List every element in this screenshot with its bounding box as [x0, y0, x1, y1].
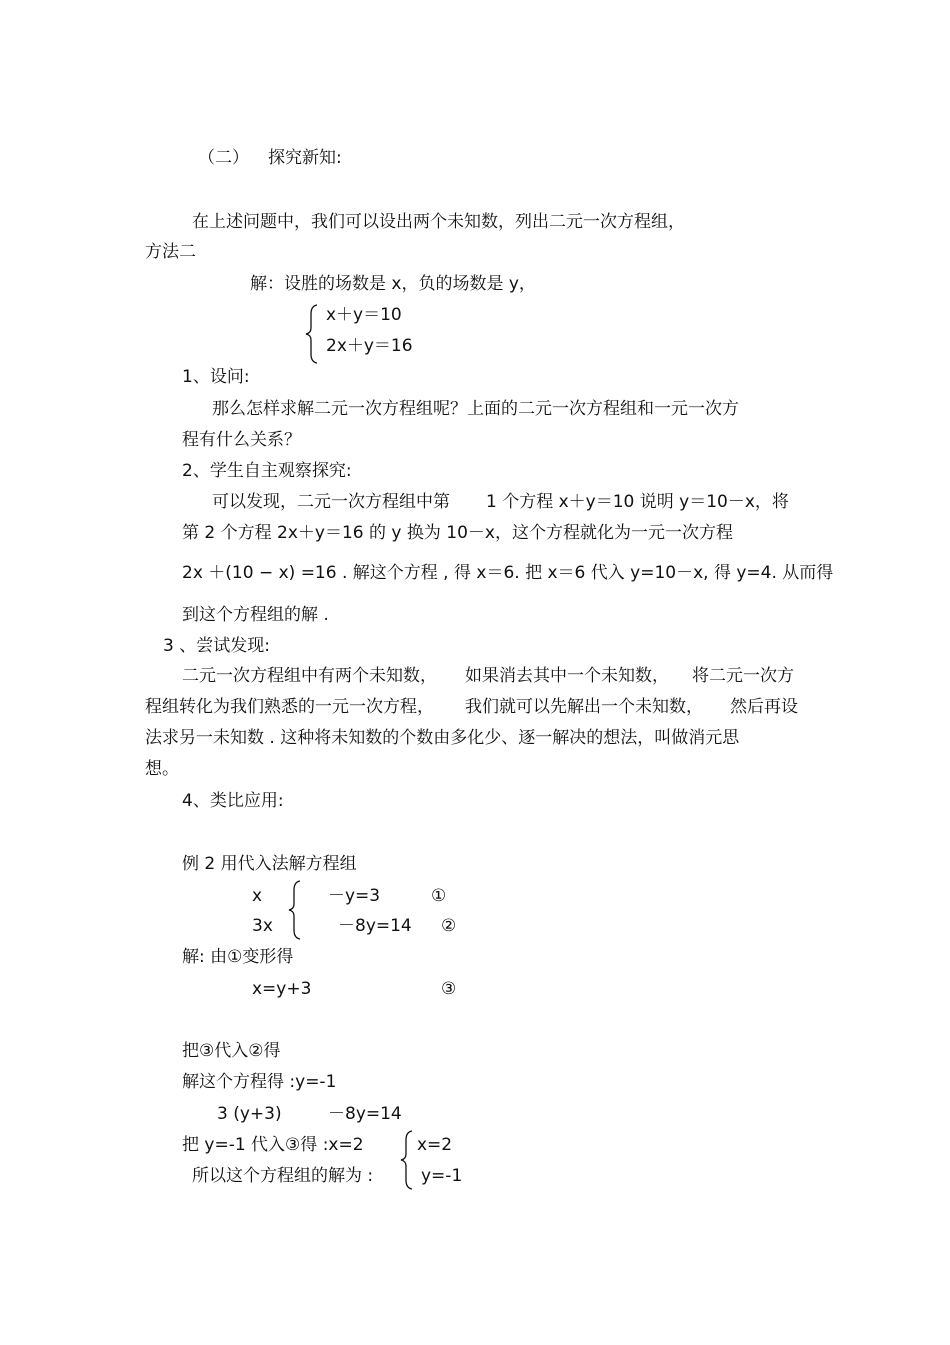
step2-title: 2、学生自主观察探究: — [182, 461, 352, 481]
let-statement: 解：设胜的场数是 x，负的场数是 y， — [250, 274, 536, 294]
step3-line4: 想。 — [145, 759, 179, 779]
step2-para-line1b: 1 个方程 x＋y＝10 说明 y＝10－x，将 — [486, 492, 789, 512]
step3-line3: 法求另一未知数 . 这种将未知数的个数由多化少、逐一解决的想法，叫做消元思 — [145, 728, 740, 748]
substitute-step: 把③代入②得 — [182, 1041, 281, 1061]
step2-para-line2: 第 2 个方程 2x＋y＝16 的 y 换为 10－x，这个方程就化为一元一次方程 — [182, 523, 733, 543]
circled-marker-1: ① — [431, 886, 447, 906]
section-title: 探究新知: — [268, 148, 342, 168]
step3-line1c: 将二元一次方 — [692, 666, 794, 686]
example2-title: 例 2 用代入法解方程组 — [182, 854, 357, 874]
method-label: 方法二 — [145, 242, 196, 262]
step3-line2b: 我们就可以先解出一个未知数， — [465, 697, 703, 717]
step1-question-line2: 程有什么关系？ — [182, 430, 301, 450]
answer-y: y=-1 — [421, 1166, 463, 1186]
answer-x: x=2 — [417, 1135, 453, 1155]
step2-para-line3: 2x ＋(10 − x) =16 . 解这个方程 , 得 x＝6. 把 x＝6 代入 y=10－x, 得 y=4. 从而得 — [182, 563, 834, 583]
example2-row1-right: －y=3 — [328, 886, 381, 906]
answer-label: 所以这个方程组的解为 : — [192, 1166, 374, 1186]
intro-line: 在上述问题中，我们可以设出两个未知数，列出二元一次方程组， — [192, 212, 685, 232]
equation-y-right: －8y=14 — [328, 1104, 402, 1124]
example2-row2-right: －8y=14 — [338, 916, 412, 936]
example2-row2-left: 3x — [252, 916, 273, 936]
step3-title: 3 、尝试发现: — [163, 636, 270, 656]
equation-3: x=y+3 — [252, 979, 312, 999]
solve-step: 解这个方程得 :y=-1 — [182, 1072, 337, 1092]
circled-marker-2: ② — [441, 916, 457, 936]
brace-system-2 — [287, 880, 303, 940]
step1-question-line1: 那么怎样求解二元一次方程组呢？上面的二元一次方程组和一元一次方 — [212, 399, 739, 419]
brace-answer — [399, 1130, 415, 1190]
example2-row1-left: x — [252, 886, 263, 906]
back-substitute-step: 把 y=-1 代入③得 :x=2 — [182, 1135, 364, 1155]
step3-line2a: 程组转化为我们熟悉的一元一次方程， — [145, 697, 434, 717]
system1-equation-1: x＋y＝10 — [326, 305, 402, 325]
solution-title: 解: 由①变形得 — [182, 947, 294, 967]
brace-system-1 — [304, 304, 320, 364]
step2-para-line4: 到这个方程组的解 . — [182, 605, 329, 625]
section-number: （二） — [198, 148, 249, 168]
circled-marker-3: ③ — [441, 979, 457, 999]
step3-line1a: 二元一次方程组中有两个未知数， — [182, 666, 437, 686]
system1-equation-2: 2x＋y＝16 — [326, 336, 413, 356]
step4-title: 4、类比应用: — [182, 791, 284, 811]
equation-y-left: 3 (y+3) — [217, 1104, 282, 1124]
step2-para-line1a: 可以发现，二元一次方程组中第 — [212, 492, 450, 512]
step1-title: 1、设问: — [182, 367, 250, 387]
step3-line1b: 如果消去其中一个未知数， — [465, 666, 669, 686]
step3-line2c: 然后再设 — [730, 697, 798, 717]
